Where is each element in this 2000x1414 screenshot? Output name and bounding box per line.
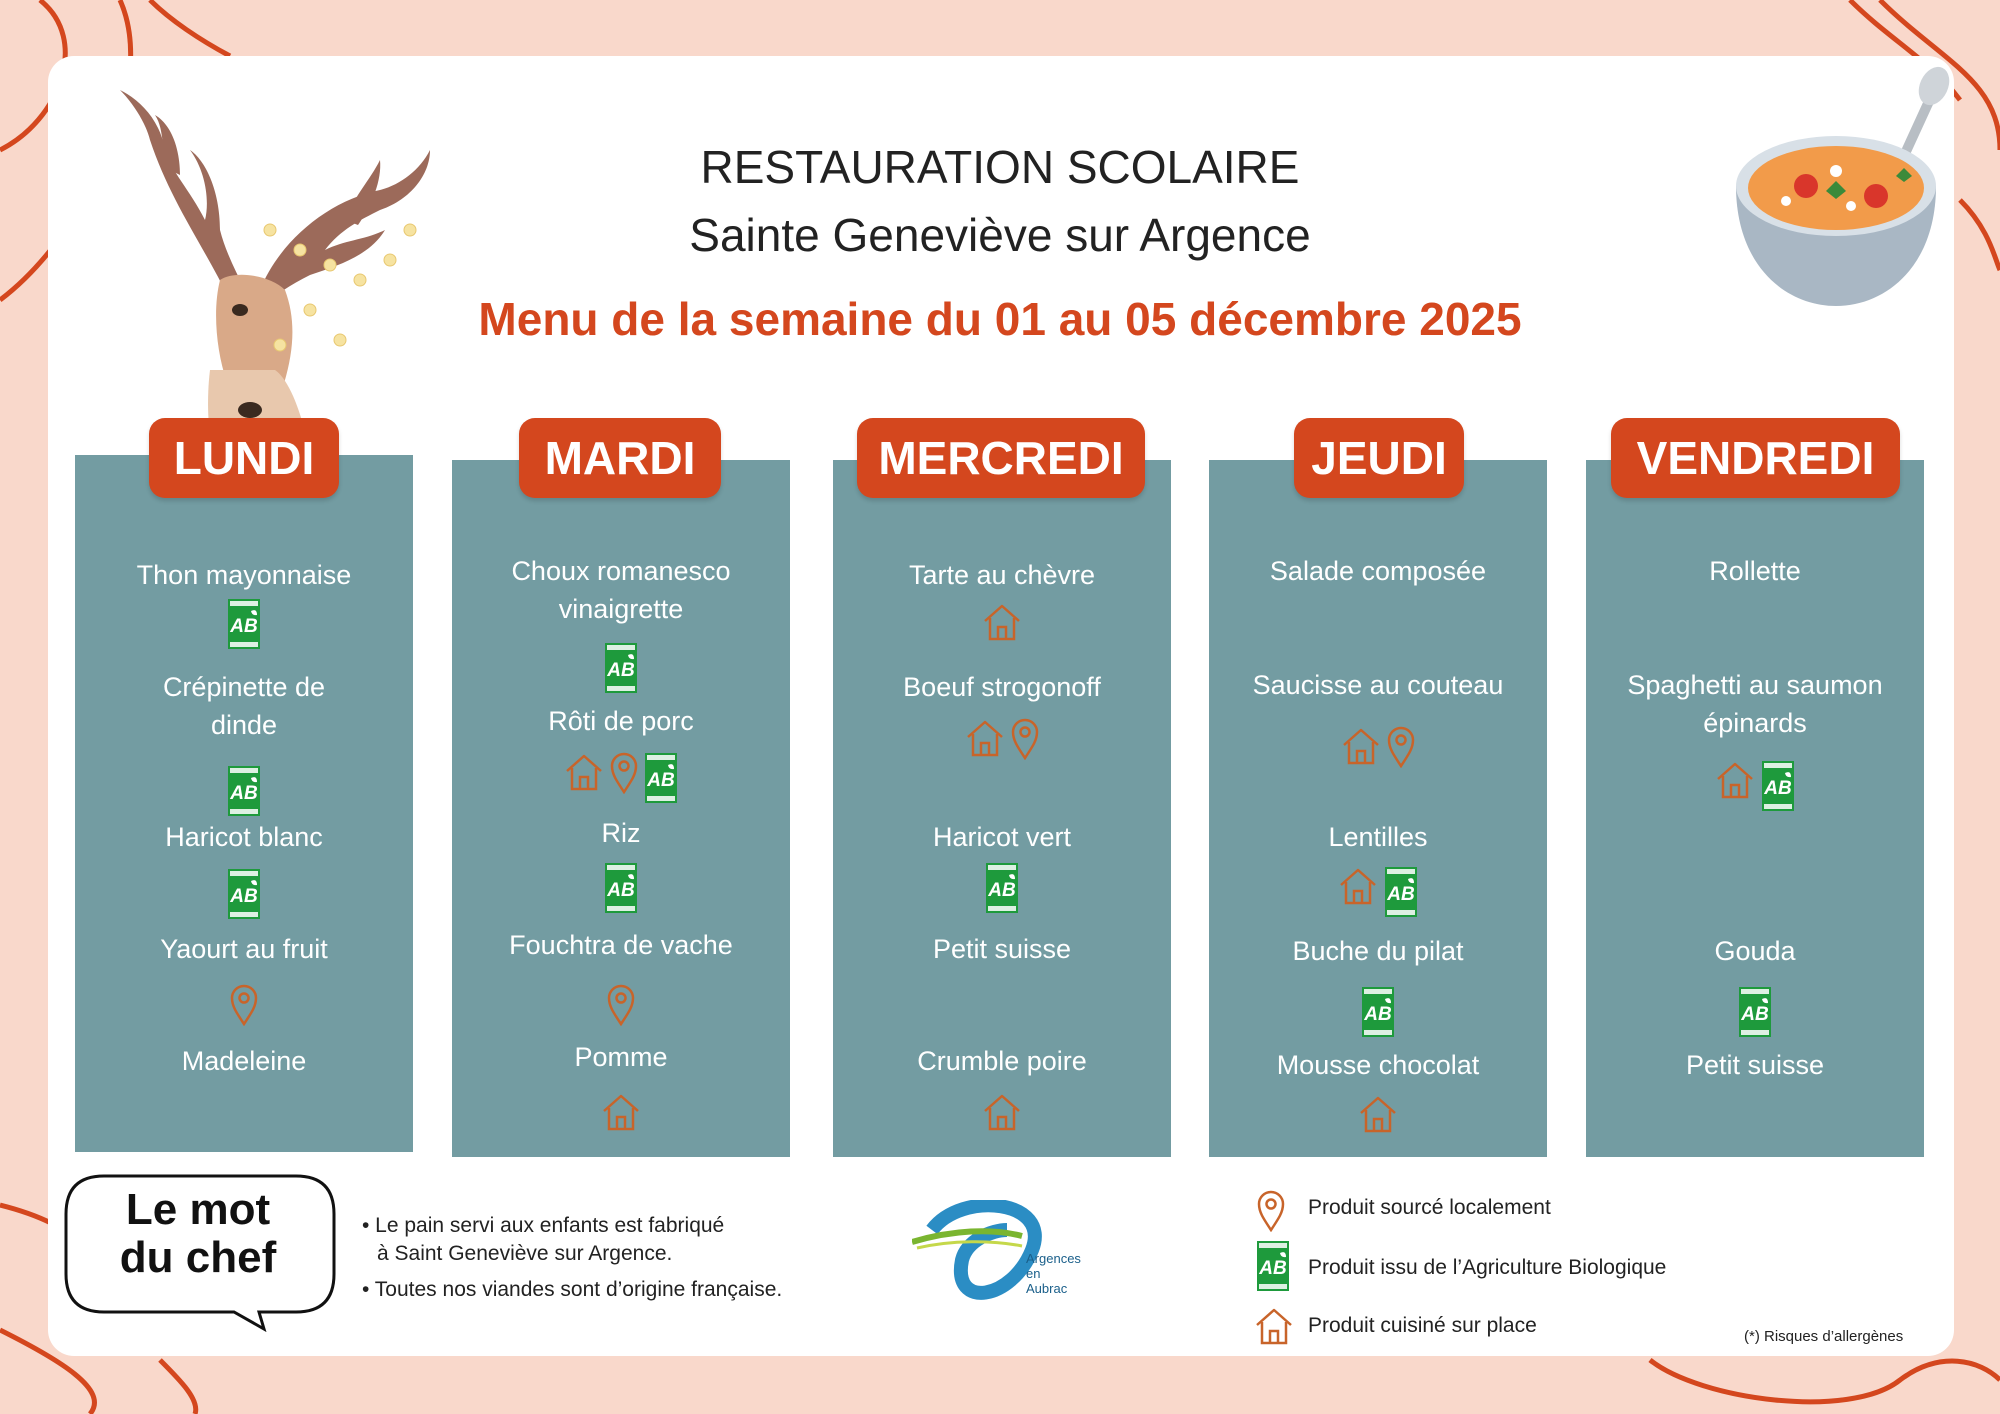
legend-bio: Produit issu de l’Agriculture Biologique — [1308, 1256, 1667, 1279]
ab-bio-icon — [604, 642, 638, 694]
svg-text:AB: AB — [230, 886, 258, 907]
dish-icons — [1209, 1094, 1547, 1134]
house-icon — [1358, 1094, 1398, 1134]
dish-icons — [75, 598, 413, 650]
svg-text:AB: AB — [230, 783, 258, 804]
svg-text:AB: AB — [1387, 884, 1415, 905]
dish-icons — [1209, 726, 1547, 768]
ab-bio-icon — [227, 598, 261, 650]
house-icon — [982, 1092, 1022, 1132]
location-pin-icon — [1257, 1219, 1285, 1236]
location-pin-icon — [607, 984, 635, 1026]
ab-bio-icon — [644, 752, 678, 804]
allergen-note: (*) Risques d’allergènes — [1744, 1328, 1904, 1345]
school-location: Sainte Geneviève sur Argence — [689, 209, 1311, 261]
svg-text:AB: AB — [1364, 1004, 1392, 1025]
dish-item: Fouchtra de vache — [509, 930, 733, 960]
location-pin-icon — [1387, 726, 1415, 768]
dish-item: Spaghetti au saumon épinards — [1627, 670, 1883, 738]
dish-item: Saucisse au couteau — [1252, 670, 1504, 700]
dish-icons — [1209, 986, 1547, 1038]
day-label-vendredi: VENDREDI — [1611, 418, 1900, 498]
dish-item: Salade composée — [1269, 556, 1487, 586]
page-title: RESTAURATION SCOLAIRE — [700, 141, 1300, 193]
reindeer-illustration — [110, 80, 450, 460]
house-icon — [1715, 760, 1755, 812]
dish-item: Rôti de porc — [548, 706, 694, 736]
legend-house: Produit cuisiné sur place — [1308, 1314, 1537, 1337]
svg-text:AB: AB — [988, 880, 1016, 901]
svg-text:AB: AB — [230, 616, 258, 637]
ab-bio-icon — [1738, 986, 1772, 1038]
svg-text:AB: AB — [1741, 1004, 1769, 1025]
location-pin-icon — [1011, 718, 1039, 760]
svg-text:AB: AB — [607, 880, 635, 901]
dish-icons — [75, 765, 413, 817]
location-pin-icon — [610, 752, 638, 804]
dish-icons — [1586, 986, 1924, 1038]
dish-icons — [1209, 866, 1547, 918]
dish-icons — [452, 984, 790, 1026]
dish-icons — [833, 602, 1171, 642]
dish-item: Mousse chocolat — [1276, 1050, 1480, 1080]
legend-local: Produit sourcé localement — [1308, 1196, 1551, 1219]
day-label-mardi: MARDI — [519, 418, 721, 498]
legend-local-icon — [1257, 1190, 1285, 1237]
dish-item: Petit suisse — [1685, 1050, 1825, 1080]
dish-item: Gouda — [1714, 936, 1796, 966]
day-label-jeudi: JEUDI — [1294, 418, 1464, 498]
svg-text:AB: AB — [607, 660, 635, 681]
chef-title-line1: Le mot — [125, 1185, 271, 1234]
ab-bio-icon — [227, 765, 261, 817]
house-icon — [1341, 726, 1381, 768]
dish-icons — [75, 868, 413, 920]
legend-bio-icon — [1256, 1240, 1290, 1297]
svg-text:AB: AB — [1764, 778, 1792, 799]
logo-line2: en — [1026, 1266, 1041, 1281]
dish-icons — [833, 1092, 1171, 1132]
dish-item: Lentilles — [1328, 822, 1428, 852]
dish-item: Thon mayonnaise — [136, 560, 352, 590]
logo-text — [1026, 1251, 1081, 1296]
ab-bio-icon — [985, 862, 1019, 914]
dish-item: Tarte au chèvre — [908, 560, 1096, 590]
dish-item: Madeleine — [181, 1046, 307, 1076]
house-icon — [1338, 866, 1378, 918]
ab-bio-icon — [1256, 1258, 1290, 1296]
dish-item: Riz — [601, 818, 641, 848]
dish-item: Choux romanesco vinaigrette — [511, 556, 731, 624]
location-pin-icon — [230, 984, 258, 1026]
dish-item: Rollette — [1709, 556, 1801, 586]
dish-icons — [833, 718, 1171, 760]
dish-item: Haricot blanc — [165, 822, 323, 852]
ab-bio-icon — [1361, 986, 1395, 1038]
svg-text:AB: AB — [1259, 1258, 1287, 1279]
chef-note-bread-line1: • Le pain servi aux enfants est fabriqué — [362, 1214, 725, 1237]
chef-note-meat: • Toutes nos viandes sont d’origine française. — [362, 1278, 783, 1301]
dish-item: Boeuf strogonoff — [903, 672, 1101, 702]
dish-icons — [452, 752, 790, 804]
dish-icons — [75, 984, 413, 1026]
house-icon — [601, 1092, 641, 1132]
house-icon — [1254, 1333, 1294, 1350]
dish-item: Haricot vert — [932, 822, 1072, 852]
house-icon — [965, 718, 1005, 760]
dish-item: Petit suisse — [932, 934, 1072, 964]
dish-item: Pomme — [574, 1042, 668, 1072]
logo-line3: Aubrac — [1026, 1281, 1068, 1296]
dish-icons — [833, 862, 1171, 914]
dish-item: Crépinette de dinde — [162, 672, 326, 740]
chef-note-bread — [362, 1212, 724, 1268]
dish-icons — [452, 1092, 790, 1132]
dish-item: Crumble poire — [917, 1046, 1087, 1076]
dish-icons — [452, 862, 790, 914]
day-label-lundi: LUNDI — [149, 418, 339, 498]
dish-icons — [1586, 760, 1924, 812]
ab-bio-icon — [1761, 760, 1795, 812]
svg-text:AB: AB — [647, 770, 675, 791]
ab-bio-icon — [1384, 866, 1418, 918]
dish-icons — [452, 642, 790, 694]
house-icon — [564, 752, 604, 804]
dish-item: Yaourt au fruit — [160, 934, 328, 964]
legend-house-icon — [1254, 1306, 1294, 1351]
ab-bio-icon — [227, 868, 261, 920]
menu-week-title: Menu de la semaine du 01 au 05 décembre 2025 — [478, 293, 1522, 345]
logo-line1: Argences — [1026, 1251, 1081, 1266]
chef-title — [64, 1186, 332, 1282]
house-icon — [982, 602, 1022, 642]
ab-bio-icon — [604, 862, 638, 914]
chef-note-bread-line2: à Saint Geneviève sur Argence. — [377, 1242, 673, 1265]
dish-item: Buche du pilat — [1292, 936, 1464, 966]
day-label-mercredi: MERCREDI — [857, 418, 1145, 498]
chef-title-line2: du chef — [119, 1233, 277, 1282]
